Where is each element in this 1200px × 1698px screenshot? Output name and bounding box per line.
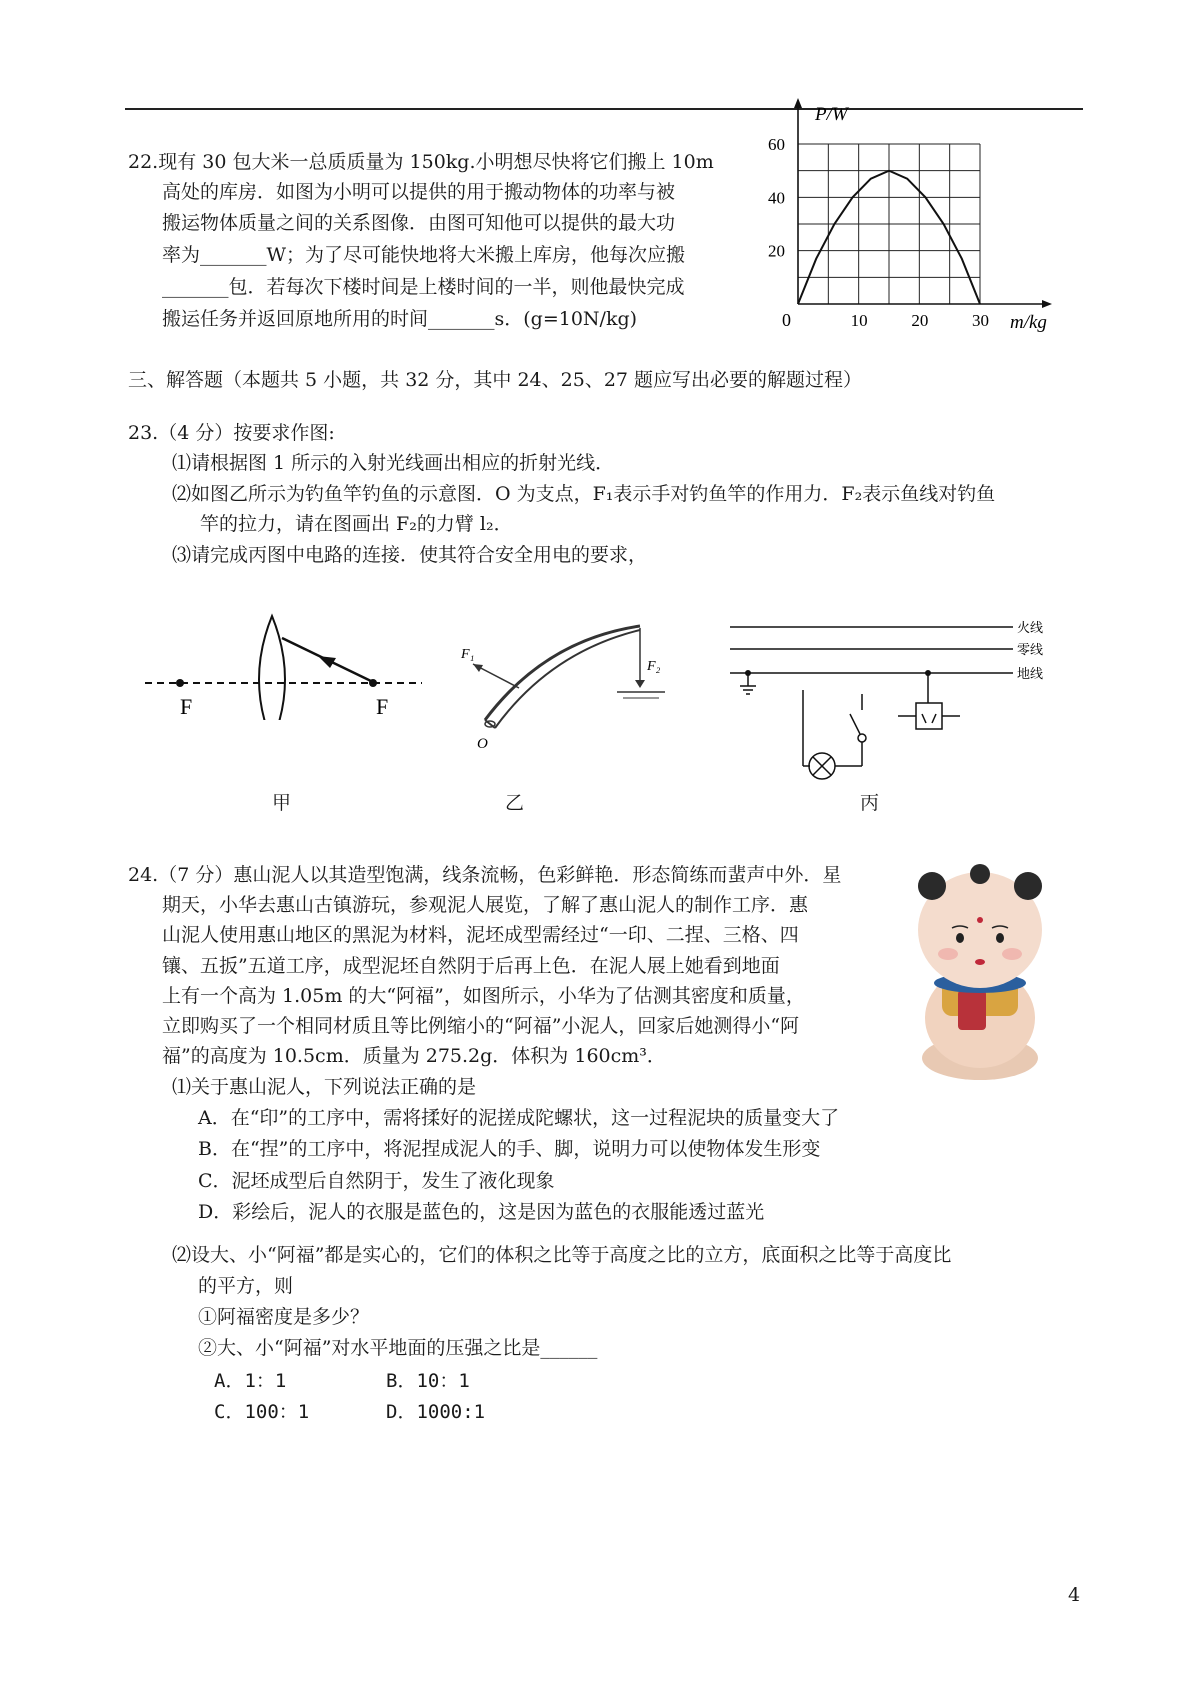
q22-line-3: 搬运物体质量之间的关系图像．由图可知他可以提供的最大功 [162,212,676,234]
figure-jia-caption: 甲 [272,792,292,814]
q22-line-5: _______包．若每次下楼时间是上楼时间的一半，则他最快完成 [162,276,685,298]
y-tick-label: 20 [768,241,785,261]
y-axis-arrow-icon [794,98,802,108]
q23-item-1: ⑴请根据图 1 所示的入射光线画出相应的折射光线． [172,452,615,474]
rod-upper-edge [485,626,640,720]
q24-option-c: C．泥坯成型后自然阴于，发生了液化现象 [198,1170,555,1192]
q24-line-6: 立即购买了一个相同材质且等比例缩小的“阿福”小泥人，回家后她测得小“阿 [162,1015,800,1037]
figure-yi-fishing-rod [455,620,670,750]
figure-yi-caption: 乙 [505,792,525,814]
q23-item-2: ⑵如图乙所示为钓鱼竿钓鱼的示意图．O 为支点，F₁表示手对钓鱼竿的作用力．F₂表示鱼线对钓鱼 [172,483,996,505]
f1-label: F₁ [461,647,475,662]
q24-line-3: 山泥人使用惠山地区的黑泥为材料，泥坯成型需经过“一印、二捏、三格、四 [162,924,799,946]
afu-clay-doll-photo [900,858,1060,1080]
section3-heading: 三、解答题（本题共 5 小题，共 32 分，其中 24、25、27 题应写出必要的解题过程） [128,369,863,391]
q22-line-2: 高处的库房．如图为小明可以提供的用于搬动物体的功率与被 [162,181,676,203]
power-mass-chart [760,96,1070,342]
live-wire-label: 火线 [1017,620,1044,635]
convex-lens [259,616,285,720]
q24-sub2-line-2: 的平方，则 [198,1275,294,1297]
y-tick-label: 40 [768,188,785,208]
q24-line-7: 福”的高度为 10.5cm．质量为 275.2g．体积为 160cm³． [162,1045,666,1067]
q24-choice-b: B．10：1 [386,1370,470,1392]
chart-tick-labels [768,135,989,330]
focus-point-left [176,679,184,687]
page-number: 4 [1068,1584,1081,1606]
figure-bing-caption: 丙 [860,792,880,814]
x-tick-label: 10 [850,311,868,330]
q24-choice-a: A．1：1 [214,1370,287,1392]
q24-line-2: 期天，小华去惠山古镇游玩，参观泥人展览，了解了惠山泥人的制作工序．惠 [162,894,809,916]
f2-label: F₂ [647,659,661,674]
chart-y-axis-label: P/W [815,104,848,125]
q23-title: 23.（4 分）按要求作图: [128,422,335,444]
focus-label-left: F [180,694,193,719]
x-tick-label: 30 [972,311,989,330]
q24-option-a: A．在“印”的工序中，需将揉好的泥搓成陀螺状，这一过程泥块的质量变大了 [198,1107,840,1129]
q24-option-d: D．彩绘后，泥人的衣服是蓝色的，这是因为蓝色的衣服能透过蓝光 [198,1201,765,1223]
q23-item-3: ⑶请完成丙图中电路的连接．使其符合安全用电的要求， [172,544,648,566]
q24-line-4: 镶、五扳”五道工序，成型泥坯自然阴于后再上色．在泥人展上她看到地面 [162,955,780,977]
focus-point-right [369,679,377,687]
q22-line-4: 率为_______W；为了尽可能快地将大米搬上库房，他每次应搬 [162,244,686,266]
q24-choice-d: D．1000:1 [386,1401,486,1423]
q24-sub2-line-1: ⑵设大、小“阿福”都是实心的，它们的体积之比等于高度之比的立方，底面积之比等于高度比 [172,1244,952,1266]
focus-label-right: F [376,694,389,719]
pivot-label: O [477,736,488,750]
x-tick-label: 20 [911,311,929,330]
figure-jia-lens [140,610,430,720]
q24-choice-c: C．100：1 [214,1401,310,1423]
q24-line-5: 上有一个高为 1.05m 的大“阿福”，如图所示，小华为了估测其密度和质量， [162,985,805,1007]
chart-x-axis-label: m/kg [1010,312,1047,333]
q23-item-2-cont: 竿的拉力，请在图画出 F₂的力臂 l₂． [200,513,513,535]
neutral-wire-label: 零线 [1017,642,1044,657]
ray-arrow-icon [318,656,336,668]
q24-question-b: ②大、小“阿福”对水平地面的压强之比是______ [198,1337,598,1359]
rod-lower-edge [495,630,640,728]
hook-icon [635,680,645,688]
q24-sub1: ⑴关于惠山泥人，下列说法正确的是 [172,1076,477,1098]
y-tick-label: 60 [768,135,785,154]
chart-grid [798,144,980,304]
chart-origin-label: 0 [782,310,791,330]
q24-option-b: B．在“捏”的工序中，将泥捏成泥人的手、脚，说明力可以使物体发生形变 [198,1138,821,1160]
socket-icon [916,703,942,729]
q22-line-6: 搬运任务并返回原地所用的时间_______s．(g=10N/kg) [162,308,638,330]
ground-wire-label: 地线 [1017,666,1044,681]
q24-question-a: ①阿福密度是多少？ [198,1306,370,1328]
figure-bing-circuit [730,610,1060,790]
switch-icon [858,734,866,742]
chart-axes [794,98,1052,308]
q24-line-1: 24.（7 分）惠山泥人以其造型饱满，线条流畅，色彩鲜艳．形态简练而蜚声中外．星 [128,864,842,886]
x-axis-arrow-icon [1042,300,1052,308]
q22-line-1: 22.现有 30 包大米一总质质量为 150kg.小明想尽快将它们搬上 10m [128,151,714,173]
